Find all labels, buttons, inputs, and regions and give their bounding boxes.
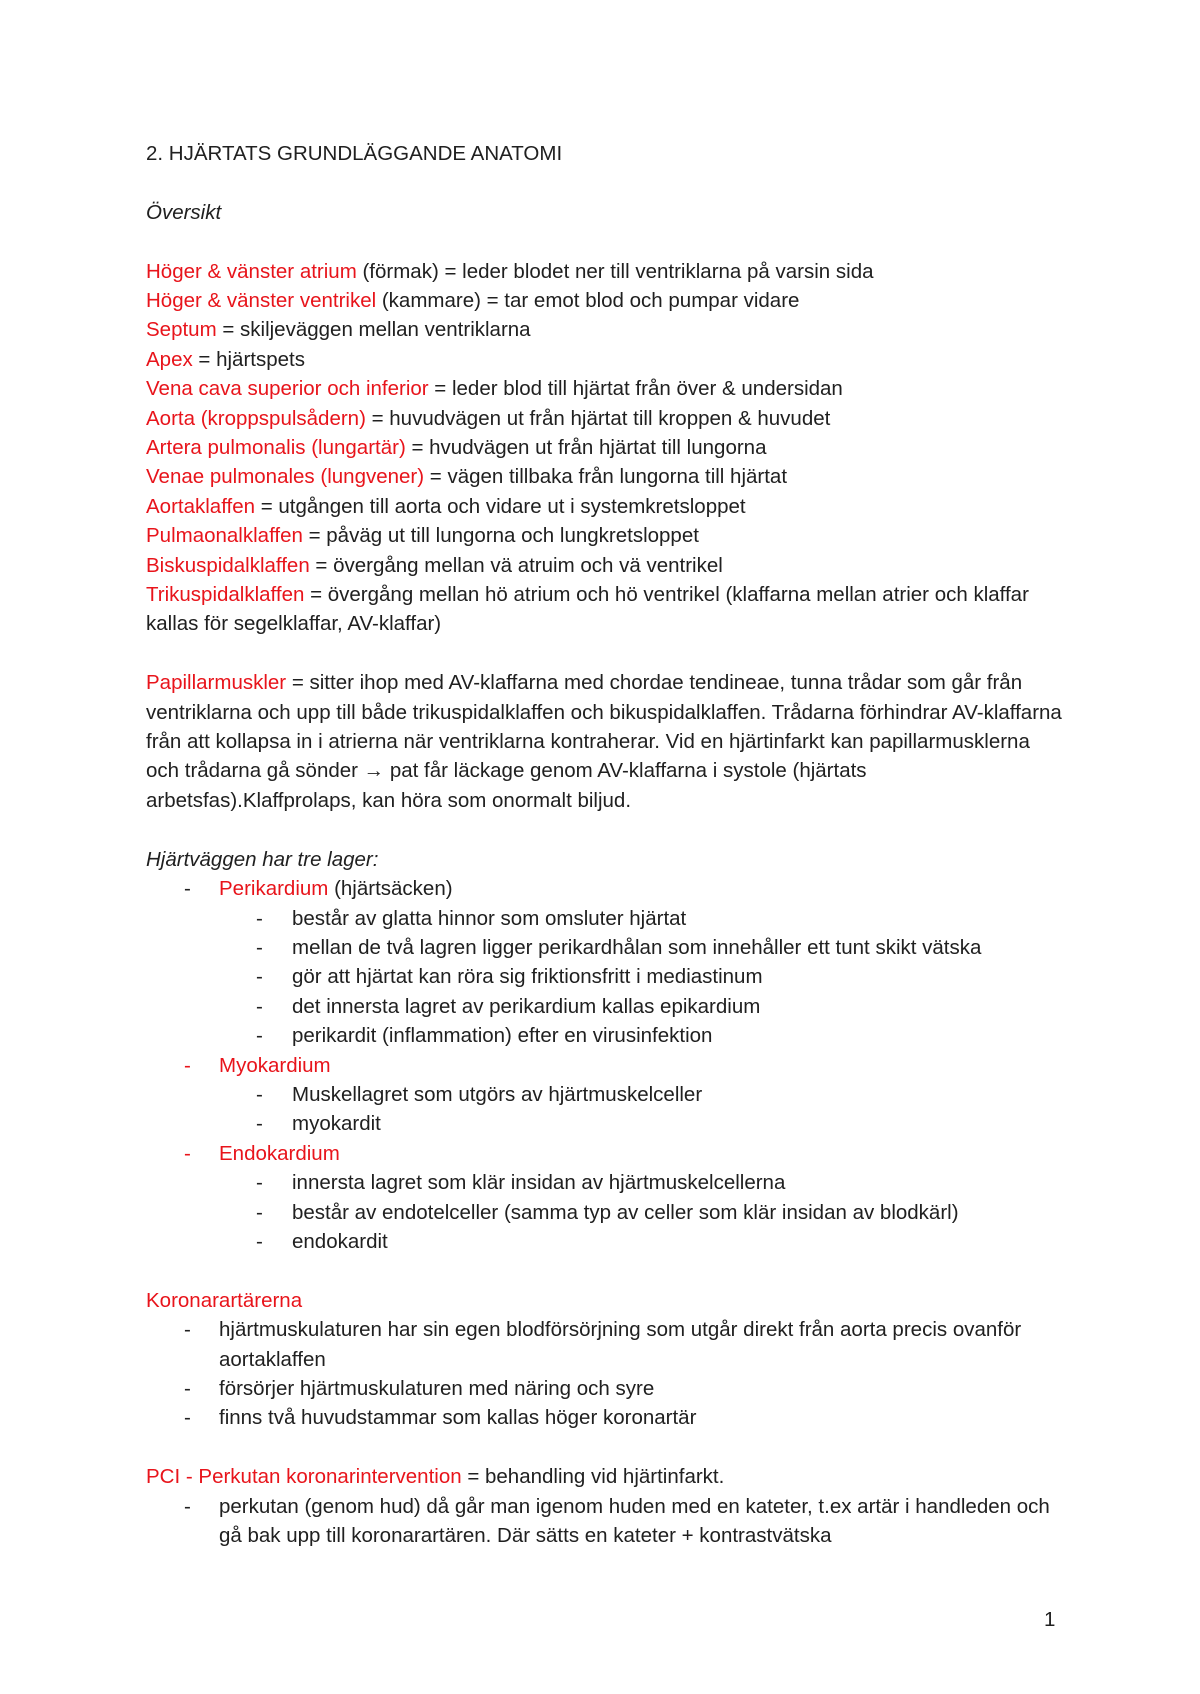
layer-subitem [146,1227,1066,1256]
wall-layer-item [146,1051,1066,1080]
bullet-dash: - [256,1171,263,1195]
page-number: 1 [1044,1608,1056,1631]
pci-item-text: perkutan (genom hud) då går man igenom huden med en kateter, t.ex artär i handleden och gå bak upp till koronarartären. Där sätts en kateter + kontrastvätska [219,1494,1050,1547]
layer-subitem-text: mellan de två lagren ligger perikardhålan som innehåller ett tunt skikt vätska [292,935,982,959]
layer-subitem [146,933,1066,962]
wall-heading: Hjärtväggen har tre lager: [146,847,379,871]
definition-item [146,551,1066,580]
document-page [146,139,1066,1550]
definition-item [146,492,1066,521]
layer-subitem-text: Muskellagret som utgörs av hjärtmuskelceller [292,1082,703,1106]
layer-subitem [146,904,1066,933]
wall-layers-list [146,874,1066,1256]
definition-item [146,286,1066,315]
coronary-item [146,1403,1066,1432]
definition-text: = utgången till aorta och vidare ut i systemkretsloppet [255,494,746,518]
definition-item [146,374,1066,403]
definition-item [146,404,1066,433]
definition-text: (förmak) = leder blodet ner till ventriklarna på varsin sida [356,259,874,283]
bullet-dash: - [184,1494,191,1518]
definition-item [146,462,1066,491]
overview-heading: Översikt [146,200,222,224]
definition-item [146,257,1066,286]
layer-subitem [146,992,1066,1021]
pci-line [146,1462,1066,1491]
definition-term: Apex [146,347,193,371]
definition-term: Venae pulmonales (lungvener) [146,465,425,489]
definition-text: = övergång mellan vä atruim och vä ventrikel [309,553,723,577]
layer-subitem [146,962,1066,991]
papillar-term: Papillarmuskler [146,671,287,695]
pci-list [146,1492,1066,1551]
coronary-list [146,1315,1066,1433]
coronary-item-text: försörjer hjärtmuskulaturen med näring och syre [219,1376,655,1400]
layer-name: Myokardium [219,1053,331,1077]
layer-subitem-text: består av glatta hinnor som omsluter hjärtat [292,906,687,930]
layer-suffix: (hjärtsäcken) [328,877,453,901]
bullet-dash: - [256,1024,263,1048]
bullet-dash: - [256,965,263,989]
definition-term: Biskuspidalklaffen [146,553,310,577]
definition-item [146,433,1066,462]
definition-text: = hjärtspets [192,347,305,371]
definition-item [146,345,1066,374]
bullet-dash: - [184,1376,191,1400]
coronary-heading: Koronarartärerna [146,1288,303,1312]
layer-subitem-text: perikardit (inflammation) efter en virusinfektion [292,1024,713,1048]
definition-term: Trikuspidalklaffen [146,583,305,607]
layer-subitem [146,1109,1066,1138]
pci-term: PCI - Perkutan koronarintervention [146,1465,462,1489]
definition-text: = övergång mellan hö atrium och hö ventrikel (klaffarna mellan atrier och klaffar kallas för segelklaffar, AV-klaffar) [146,583,1029,636]
definition-text: (kammare) = tar emot blod och pumpar vidare [376,289,800,312]
bullet-dash: - [256,906,263,930]
definition-term: Pulmaonalklaffen [146,524,303,548]
bullet-dash: - [256,994,263,1018]
layer-name: Perikardium [219,877,329,901]
layer-subitem-text: består av endotelceller (samma typ av celler som klär insidan av blodkärl) [292,1200,959,1224]
layer-subitem [146,1080,1066,1109]
papillar-paragraph [146,668,1066,815]
definition-term: Höger & vänster ventrikel [146,289,377,312]
layer-subitem-text: myokardit [292,1112,381,1136]
definition-item [146,315,1066,344]
layer-subitem-text: innersta lagret som klär insidan av hjärtmuskelcellerna [292,1171,786,1195]
pci-item [146,1492,1066,1551]
layer-subitem-text: endokardit [292,1229,388,1253]
coronary-item [146,1374,1066,1403]
definition-text: = skiljeväggen mellan ventriklarna [216,318,531,342]
pci-text: = behandling vid hjärtinfarkt. [461,1465,725,1489]
definition-term: Aortaklaffen [146,494,256,518]
bullet-dash: - [256,1229,263,1253]
bullet-dash: - [256,1082,263,1106]
bullet-dash: - [184,877,191,901]
bullet-dash: - [256,1200,263,1224]
bullet-dash: - [184,1406,191,1430]
bullet-dash: - [256,935,263,959]
layer-name: Endokardium [219,1141,340,1165]
definition-text: = påväg ut till lungorna och lungkretsloppet [302,524,699,548]
definition-text: = huvudvägen ut från hjärtat till kroppen & huvudet [365,406,831,430]
definition-item [146,521,1066,550]
coronary-item [146,1315,1066,1374]
layer-subitem [146,1198,1066,1227]
definition-term: Septum [146,318,217,342]
layer-subitem-text: gör att hjärtat kan röra sig friktionsfritt i mediastinum [292,965,763,989]
definition-text: = vägen tillbaka från lungorna till hjärtat [424,465,788,489]
bullet-dash: - [256,1112,263,1136]
layer-subitem [146,1168,1066,1197]
definition-term: Höger & vänster atrium [146,259,357,283]
wall-layer-item [146,1139,1066,1168]
layer-subitem-text: det innersta lagret av perikardium kallas epikardium [292,994,761,1018]
definition-text: = hvudvägen ut från hjärtat till lungorna [405,436,767,460]
definition-item [146,580,1066,639]
coronary-item-text: hjärtmuskulaturen har sin egen blodförsörjning som utgår direkt från aorta precis ovanför aortaklaffen [219,1318,1022,1371]
definition-term: Vena cava superior och inferior [146,377,429,401]
document-title: 2. HJÄRTATS GRUNDLÄGGANDE ANATOMI [146,142,563,165]
definition-term: Artera pulmonalis (lungartär) [146,436,406,460]
definition-list [146,257,1066,639]
bullet-dash: - [184,1318,191,1342]
coronary-item-text: finns två huvudstammar som kallas höger koronartär [219,1406,697,1430]
layer-subitem [146,1021,1066,1050]
definition-text: = leder blod till hjärtat från över & undersidan [428,377,843,401]
bullet-dash: - [184,1141,191,1165]
papillar-text: = sitter ihop med AV-klaffarna med chordae tendineae, tunna trådar som går från ventriklarna och upp till både trikuspidalklaffen och bikuspidalklaffen. Trådarna förhindrar AV-klaffarna från att kollapsa in i atrierna när ventriklarna kontraherar. Vid en hjärtinfarkt kan papillarmusklerna och trådarna gå sönder → pat får läckage genom AV-klaffarna i systole (hjärtats arbetsfas).Klaffprolaps, kan höra som onormalt biljud. [146,671,1062,812]
bullet-dash: - [184,1053,191,1077]
definition-term: Aorta (kroppspulsådern) [146,406,366,430]
wall-layer-item [146,874,1066,903]
